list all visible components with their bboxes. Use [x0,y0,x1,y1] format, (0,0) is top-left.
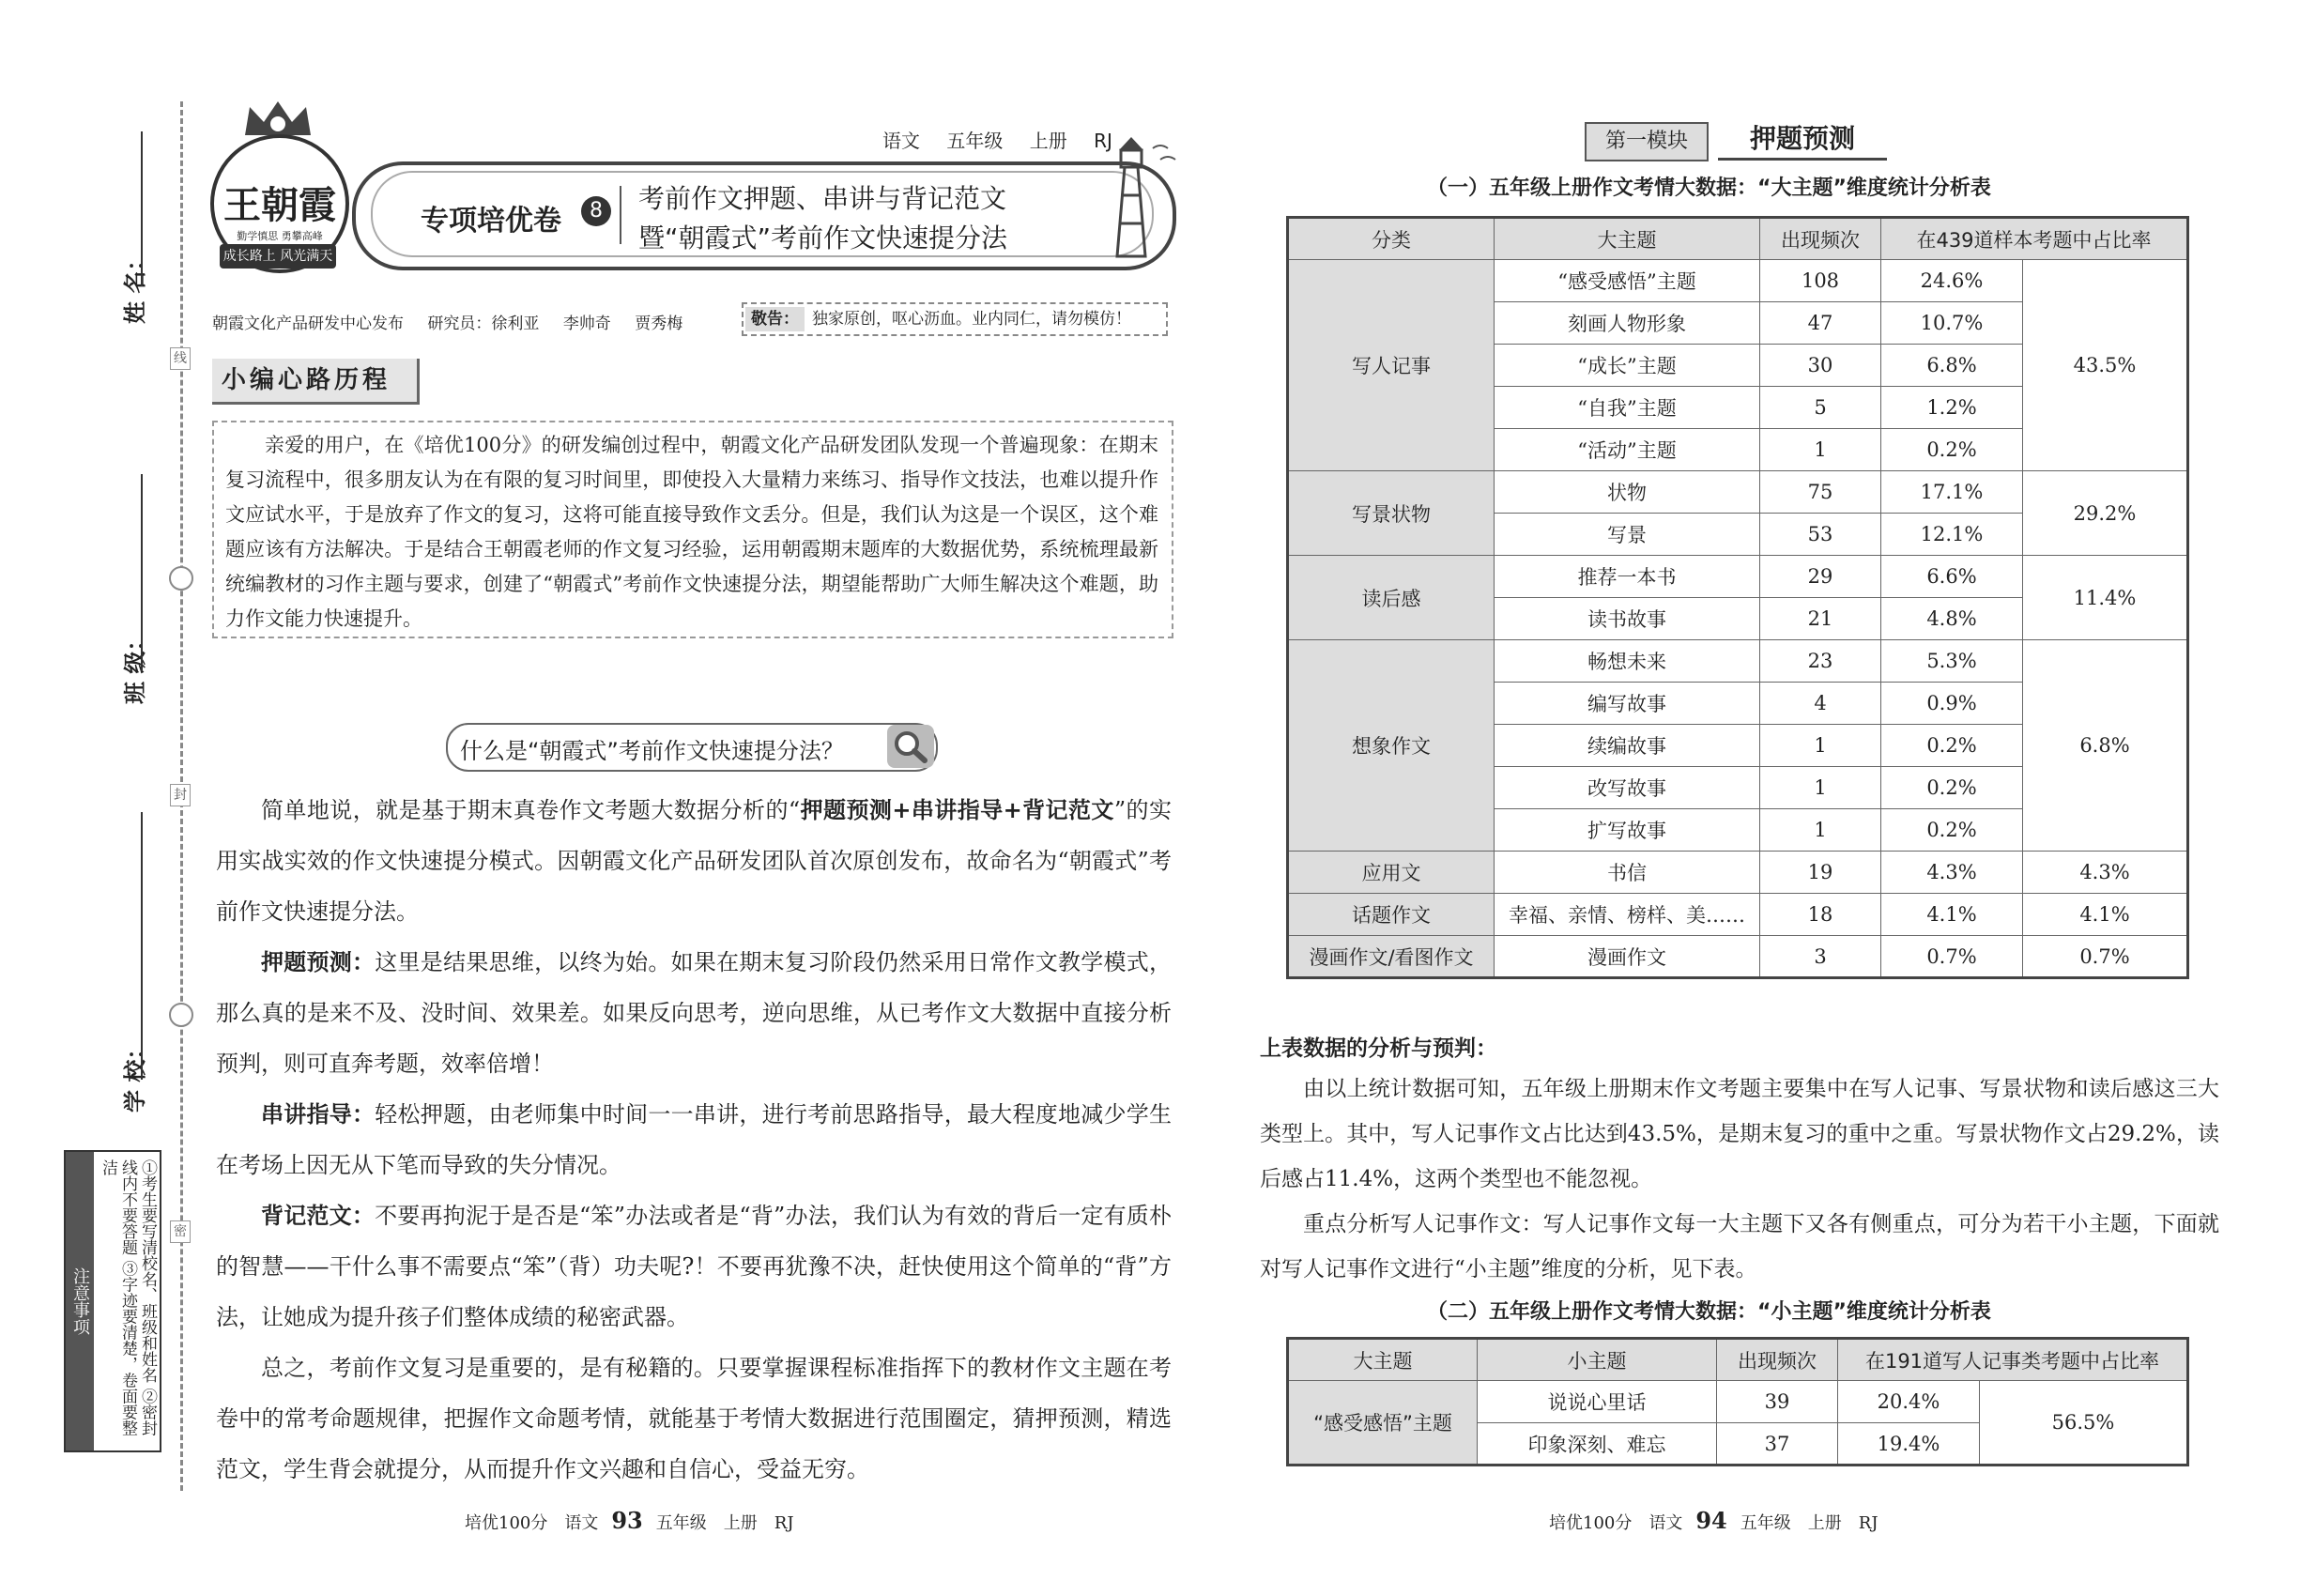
frequency-cell: 53 [1760,514,1881,556]
warning-label: 敬告： [745,307,805,331]
ratio-cell: 0.2% [1881,429,2023,471]
intro-paragraph [216,785,1172,937]
frequency-cell: 5 [1760,387,1881,429]
theme-cell: “感受感悟”主题 [1495,260,1760,302]
theme-cell: 刻画人物形象 [1495,302,1760,345]
search-icon [887,725,934,768]
ratio-cell: 5.3% [1881,640,2023,683]
school-blank[interactable] [141,812,143,1080]
table2-title: （二）五年级上册作文考情大数据：“小主题”维度统计分析表 [1427,1300,1991,1324]
category-cell: 读后感 [1288,556,1495,640]
theme-cell: “成长”主题 [1495,345,1760,387]
guidance-heading: 串讲指导： [261,1101,376,1128]
category-cell: 漫画作文/看图作文 [1288,936,1495,978]
big-theme-table [1286,216,2189,979]
frequency-cell: 1 [1760,809,1881,852]
theme-cell: 幸福、亲情、榜样、美…… [1495,894,1760,936]
memorize-paragraph [216,1190,1172,1343]
ratio-cell: 4.1% [1881,894,2023,936]
prediction-paragraph [216,937,1172,1089]
table-row [1288,640,2188,683]
ratio-cell: 0.2% [1881,725,2023,767]
theme-cell: 写景 [1495,514,1760,556]
left-page-number: 93 [611,1507,643,1534]
title-line-2: 暨“朝霞式”考前作文快速提分法 [638,223,1008,253]
ratio-cell: 17.1% [1881,471,2023,514]
frequency-cell: 21 [1760,598,1881,640]
banner-divider [620,186,621,244]
table-row [1288,894,2188,936]
right-footer-series: 培优100分 语文 [1549,1513,1683,1533]
table2-body [1288,1381,2188,1466]
frequency-cell: 1 [1760,767,1881,809]
notice-box [64,1150,161,1452]
logo-name: 王朝霞 [223,183,336,227]
editor-note-text: 亲爱的用户，在《培优100分》的研发编创过程中，朝霞文化产品研发团队发现一个普遍现象：在期末复习流程中，很多朋友认为在有限的复习时间里，即使投入大量精力来练习、指导作文技法，也难以提升作文应试水平，于是放弃了作文的复习，这将可能直接导致作文丢分。但是，我们认为这是一个误区，这个难题应该有方法解决。于是结合王朝霞老师的作文复习经验，运用朝霞期末题库的大数据优势，系统梳理最新统编教材的习作主题与要求，创建了“朝霞式”考前作文快速提分法，期望能帮助广大师生解决这个难题，助力作文能力快速提升。 [225,434,1158,630]
meta-edition: RJ [1094,130,1112,152]
category-cell: 写景状物 [1288,471,1495,556]
series-number: 8 [581,196,611,226]
table2-header: 大主题 [1288,1339,1478,1381]
category-total-cell: 0.7% [2023,936,2188,978]
ratio-cell: 0.7% [1881,936,2023,978]
summary-paragraph: 总之，考前作文复习是重要的，是有秘籍的。只要掌握课程标准指挥下的教材作文主题在考卷中的常考命题规律，把握作文命题考情，就能基于考情大数据进行范围圈定，猜押预测，精选范文，学生背会就提分，从而提升作文兴趣和自信心，受益无穷。 [216,1355,1172,1482]
analysis-paragraph-2: 重点分析写人记事作文：写人记事作文每一大主题下又各有侧重点，可分为若干小主题，下面就对写人记事作文进行“小主题”维度的分析，见下表。 [1260,1212,2219,1281]
ratio-cell: 4.8% [1881,598,2023,640]
series-label: 专项培优卷 [421,205,561,238]
guidance-paragraph [216,1089,1172,1190]
table2-header: 小主题 [1478,1339,1717,1381]
frequency-cell: 23 [1760,640,1881,683]
right-page-number: 94 [1695,1507,1727,1534]
logo-subtitle: 勤学慎思 勇攀高峰 [237,230,323,242]
question-text: 什么是“朝霞式”考前作文快速提分法？ [460,738,844,764]
theme-cell: 续编故事 [1495,725,1760,767]
table1-header: 出现频次 [1760,218,1881,260]
warning-text: 独家原创，呕心沥血。业内同仁，请勿模仿！ [812,310,1131,329]
theme-cell: 漫画作文 [1495,936,1760,978]
ratio-cell: 19.4% [1838,1423,1980,1466]
table-row [1288,471,2188,514]
table1-body [1288,260,2188,978]
ratio-cell: 1.2% [1881,387,2023,429]
name-label: 姓 名： [122,248,148,324]
theme-cell: 编写故事 [1495,683,1760,725]
publisher: 朝霞文化产品研发中心发布 [212,315,404,333]
table-row [1288,260,2188,302]
frequency-cell: 37 [1717,1423,1838,1466]
table2-header: 出现频次 [1717,1339,1838,1381]
frequency-cell: 30 [1760,345,1881,387]
memorize-heading: 背记范文： [261,1203,376,1229]
theme-cell: 推荐一本书 [1495,556,1760,598]
left-footer-grade: 五年级 上册 RJ [655,1513,794,1533]
table1-header: 大主题 [1495,218,1760,260]
theme-cell: 读书故事 [1495,598,1760,640]
class-label: 班 级： [122,628,148,704]
class-blank[interactable] [141,474,143,671]
left-footer-series: 培优100分 语文 [465,1513,599,1533]
researcher-3: 贾秀梅 [635,315,683,333]
intro-text-a: 简单地说，就是基于期末真卷作文考题大数据分析的“ [261,797,801,823]
table-row [1288,852,2188,894]
prediction-heading: 押题预测： [261,949,376,975]
category-total-cell: 11.4% [2023,556,2188,640]
theme-cell: 扩写故事 [1495,809,1760,852]
frequency-cell: 75 [1760,471,1881,514]
title-line-1: 考前作文押题、串讲与背记范文 [638,183,1007,214]
category-total-cell: 56.5% [1980,1381,2188,1466]
category-cell: 想象作文 [1288,640,1495,852]
binding-mark-line: 线 [170,347,191,370]
guidance-text: 轻松押题，由老师集中时间一一串讲，进行考前思路指导，最大程度地减少学生在考场上因无从下笔而导致的失分情况。 [216,1101,1173,1178]
notice-title: 注意事项 [66,1152,94,1450]
warning-notice [742,302,1168,336]
lighthouse-icon [1080,130,1183,261]
school-label: 学 校： [122,1036,148,1113]
publisher-line [212,310,701,333]
category-total-cell: 4.3% [2023,852,2188,894]
category-cell: 写人记事 [1288,260,1495,471]
category-total-cell: 29.2% [2023,471,2188,556]
binding-mark-secret: 密 [170,1220,191,1243]
theme-cell: 说说心里话 [1478,1381,1717,1423]
table-row [1288,1381,2188,1423]
frequency-cell: 1 [1760,429,1881,471]
memorize-text: 不要再拘泥于是否是“笨”办法或者是“背”办法，我们认为有效的背后一定有质朴的智慧——干什么事不需要点“笨”（背）功夫呢?！不要再犹豫不决，赶快使用这个简单的“背”方法，让她成为提升孩子们整体成绩的秘密武器。 [216,1203,1173,1330]
ratio-cell: 0.9% [1881,683,2023,725]
table1-header: 分类 [1288,218,1495,260]
magnifier-icon-box [887,725,934,768]
right-footer-grade: 五年级 上册 RJ [1740,1513,1878,1533]
theme-cell: 状物 [1495,471,1760,514]
frequency-cell: 1 [1760,725,1881,767]
table2-header: 在191道写人记事类考题中占比率 [1838,1339,2188,1381]
ratio-cell: 24.6% [1881,260,2023,302]
category-cell: “感受感悟”主题 [1288,1381,1478,1466]
binding-hole [169,1003,193,1027]
table1-header: 在439道样本考题中占比率 [1881,218,2188,260]
ratio-cell: 6.8% [1881,345,2023,387]
category-cell: 应用文 [1288,852,1495,894]
table-row [1288,556,2188,598]
intro-text-bold: 押题预测+串讲指导+背记范文 [800,797,1114,823]
meta-grade: 五年级 [946,130,1004,152]
meta-subject: 语文 [882,130,920,152]
binding-hole [169,566,193,591]
theme-cell: “活动”主题 [1495,429,1760,471]
ratio-cell: 10.7% [1881,302,2023,345]
analysis-paragraph-1: 由以上统计数据可知，五年级上册期末作文考题主要集中在写人记事、写景状物和读后感这三大类型上。其中，写人记事作文占比达到43.5%，是期末复习的重中之重。写景状物作文占29.2%，读后感占11.4%，这两个类型也不能忽视。 [1260,1077,2219,1191]
module-tag: 第一模块 [1585,122,1709,161]
ratio-cell: 12.1% [1881,514,2023,556]
right-footer [1549,1507,1878,1534]
prediction-text: 这里是结果思维，以终为始。如果在期末复习阶段仍然采用日常作文教学模式，那么真的是来不及、没时间、效果差。如果反向思考，逆向思维，从已考作文大数据中直接分析预判，则可直奔考题，效率倍增！ [216,949,1173,1077]
theme-cell: 改写故事 [1495,767,1760,809]
frequency-cell: 39 [1717,1381,1838,1423]
category-cell: 话题作文 [1288,894,1495,936]
theme-cell: 畅想未来 [1495,640,1760,683]
table1-title: （一）五年级上册作文考情大数据：“大主题”维度统计分析表 [1427,176,1991,200]
researcher-1: 研究员：徐利亚 [427,315,540,333]
category-total-cell: 6.8% [2023,640,2188,852]
module-title: 押题预测 [1718,120,1887,161]
ratio-cell: 0.2% [1881,767,2023,809]
category-total-cell: 43.5% [2023,260,2188,471]
small-theme-table [1286,1337,2189,1466]
theme-cell: “自我”主题 [1495,387,1760,429]
theme-cell: 印象深刻、难忘 [1478,1423,1717,1466]
ratio-cell: 20.4% [1838,1381,1980,1423]
researcher-2: 李帅奇 [562,315,611,333]
binding-mark-seal: 封 [170,784,191,806]
frequency-cell: 4 [1760,683,1881,725]
name-blank[interactable] [141,131,143,286]
analysis-heading: 上表数据的分析与预判： [1260,1036,1497,1061]
category-total-cell: 4.1% [2023,894,2188,936]
frequency-cell: 3 [1760,936,1881,978]
ratio-cell: 6.6% [1881,556,2023,598]
crown-icon [240,98,315,139]
frequency-cell: 18 [1760,894,1881,936]
frequency-cell: 19 [1760,852,1881,894]
notice-items: ①考生要写清校名、班级和姓名 ②密封线内不要答题 ③字迹要清楚，卷面要整洁 [99,1159,157,1436]
intro-text-c: ”的实用实战实效的作文快速提分模式。因朝霞文化产品研发团队首次原创发布，故命名为“朝霞式”考前作文快速提分法。 [216,797,1172,925]
section-tag: 小编心路历程 [212,359,420,405]
frequency-cell: 29 [1760,556,1881,598]
left-footer [465,1507,794,1534]
theme-cell: 书信 [1495,852,1760,894]
frequency-cell: 47 [1760,302,1881,345]
ratio-cell: 4.3% [1881,852,2023,894]
ratio-cell: 0.2% [1881,809,2023,852]
logo-band: 成长路上 风光满天 [220,244,336,269]
meta-volume: 上册 [1029,130,1067,152]
frequency-cell: 108 [1760,260,1881,302]
table-row [1288,936,2188,978]
